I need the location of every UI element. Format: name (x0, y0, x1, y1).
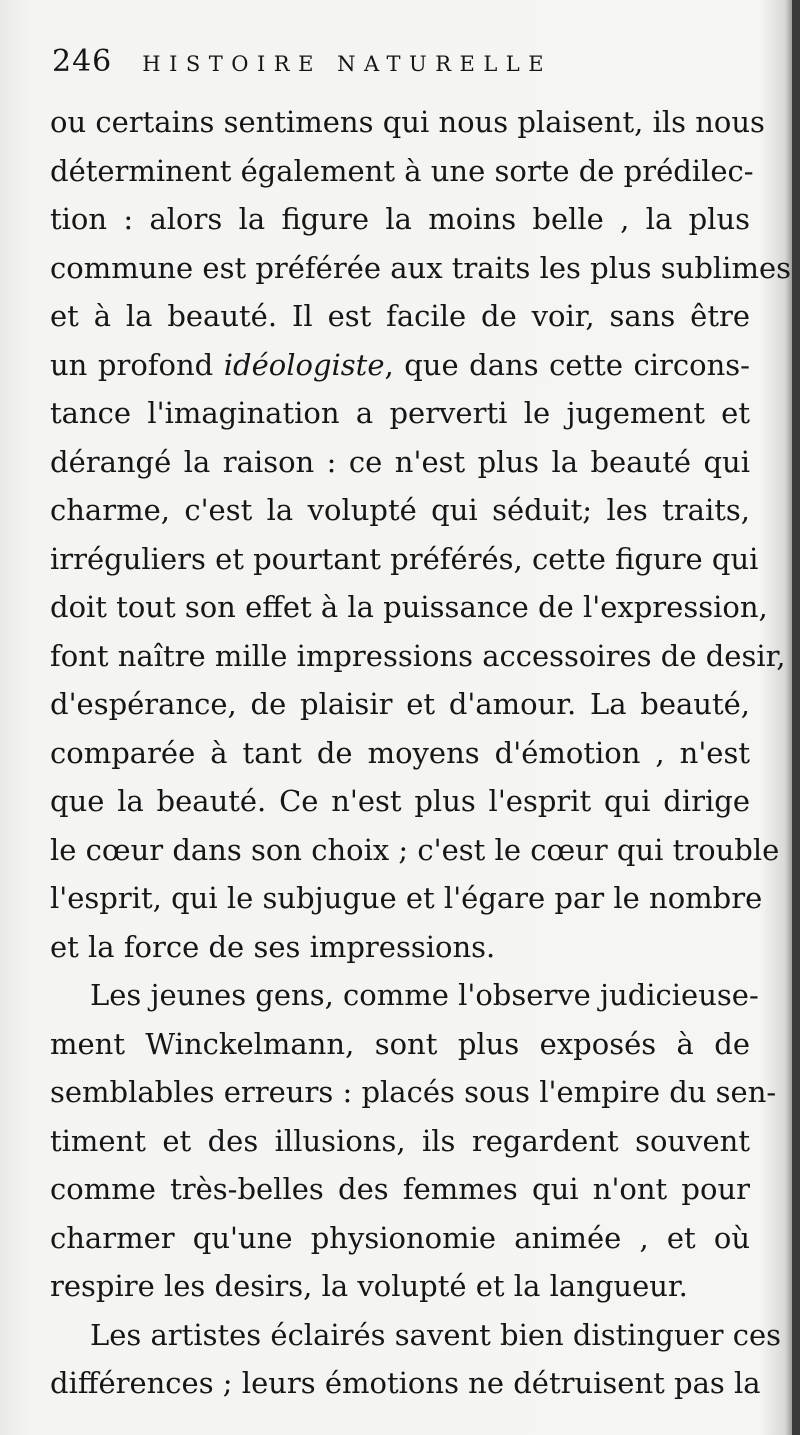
body-text (50, 98, 791, 1408)
text-line: charme, c'est la volupté qui séduit; les traits, (50, 493, 750, 527)
text-line: ment Winckelmann, sont plus exposés à de (50, 1026, 750, 1061)
text-line: irréguliers et pourtant préférés, cette figure qui (50, 541, 759, 576)
text-line: le cœur dans son choix ; c'est le cœur qui trouble (50, 832, 780, 867)
text-line: différences ; leurs émotions ne détruisent pas la (50, 1366, 761, 1400)
italic-word: idéologiste (223, 347, 385, 382)
text-line: et la force de ses impressions. (50, 929, 496, 964)
text-line: commune est préférée aux traits les plus sublimes (50, 250, 791, 285)
text-line: comparée à tant de moyens d'émotion , n'est (50, 735, 750, 770)
page-header (52, 44, 752, 84)
text-line: font naître mille impressions accessoires de desir, (50, 638, 786, 673)
line-start: un profond (50, 347, 224, 382)
text-line-with-italic (50, 341, 750, 390)
text-line: semblables erreurs : placés sous l'empire du sen- (50, 1075, 777, 1109)
text-line: l'esprit, qui le subjugue et l'égare par le nombre (50, 881, 763, 915)
page-edge-shadow (792, 0, 800, 1435)
text-line: timent et des illusions, ils regardent souvent (50, 1123, 750, 1158)
text-line: respire les desirs, la volupté et la langueur. (50, 1269, 688, 1303)
running-title: HISTOIRE NATURELLE (142, 52, 553, 76)
page-number: 246 (52, 44, 113, 79)
text-line: ou certains sentimens qui nous plaisent, ils nous (50, 105, 765, 139)
text-line: comme très-belles des femmes qui n'ont pour (50, 1172, 750, 1206)
text-line: déterminent également à une sorte de prédilec- (50, 153, 754, 188)
text-line: charmer qu'une physionomie animée , et où (50, 1220, 750, 1255)
text-line: tion : alors la figure la moins belle , la plus (50, 202, 750, 236)
paragraph-2 (50, 971, 777, 1311)
text-line: que la beauté. Ce n'est plus l'esprit qui dirige (50, 784, 750, 818)
paragraph-1 (50, 98, 791, 971)
text-line: Les artistes éclairés savent bien distinguer ces (90, 1317, 782, 1352)
text-line: dérangé la raison : ce n'est plus la beauté qui (50, 444, 750, 479)
text-line: et à la beauté. Il est facile de voir, sans être (50, 299, 750, 333)
text-line: doit tout son effet à la puissance de l'expression, (50, 590, 768, 624)
paragraph-3 (50, 1311, 782, 1408)
text-line: Les jeunes gens, comme l'observe judicieuse- (90, 978, 759, 1012)
text-line: tance l'imagination a perverti le jugement et (50, 396, 750, 430)
line-end: , que dans cette circons- (384, 347, 750, 382)
text-line: d'espérance, de plaisir et d'amour. La beauté, (50, 687, 750, 721)
